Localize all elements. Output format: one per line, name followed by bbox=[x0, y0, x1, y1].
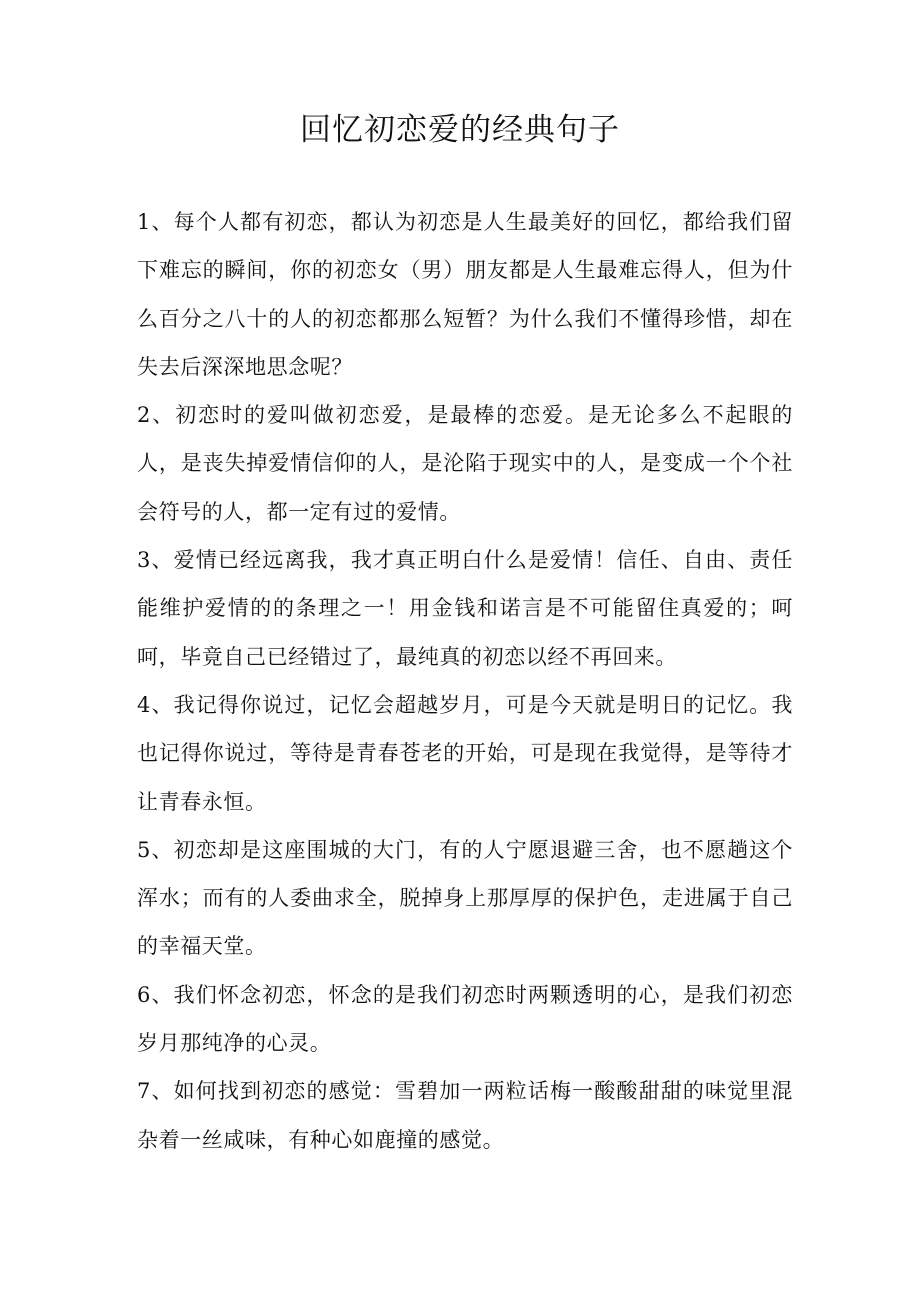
paragraph-2: 2、初恋时的爱叫做初恋爱，是最棒的恋爱。是无论多么不起眼的人，是丧失掉爱情信仰的人，是沦陷于现实中的人，是变成一个个社会符号的人，都一定有过的爱情。 bbox=[137, 403, 793, 524]
paragraph-3: 3、爱情已经远离我，我才真正明白什么是爱情！信任、自由、责任能维护爱情的的条理之一！用金钱和诺言是不可能留住真爱的；呵呵，毕竟自己已经错过了，最纯真的初恋以经不再回来。 bbox=[137, 548, 793, 669]
page-title: 回忆初恋爱的经典句子 bbox=[300, 112, 620, 148]
paragraph-4: 4、我记得你说过，记忆会超越岁月，可是今天就是明日的记忆。我也记得你说过，等待是青春苍老的开始，可是现在我觉得，是等待才让青春永恒。 bbox=[137, 692, 793, 814]
document-body bbox=[137, 198, 793, 1164]
paragraph-7: 7、如何找到初恋的感觉：雪碧加一两粒话梅一酸酸甜甜的味觉里混杂着一丝咸味，有种心如鹿撞的感觉。 bbox=[137, 1079, 793, 1152]
paragraph-6: 6、我们怀念初恋，怀念的是我们初恋时两颗透明的心，是我们初恋岁月那纯净的心灵。 bbox=[137, 982, 793, 1056]
paragraph-5: 5、初恋却是这座围城的大门，有的人宁愿退避三舍，也不愿趟这个浑水；而有的人委曲求全，脱掉身上那厚厚的保护色，走进属于自己的幸福天堂。 bbox=[137, 837, 793, 959]
paragraph-1: 1、每个人都有初恋，都认为初恋是人生最美好的回忆，都给我们留下难忘的瞬间，你的初恋女（男）朋友都是人生最难忘得人，但为什么百分之八十的人的初恋都那么短暂？为什么我们不懂得珍惜，却在失去后深深地思念呢？ bbox=[137, 210, 793, 379]
